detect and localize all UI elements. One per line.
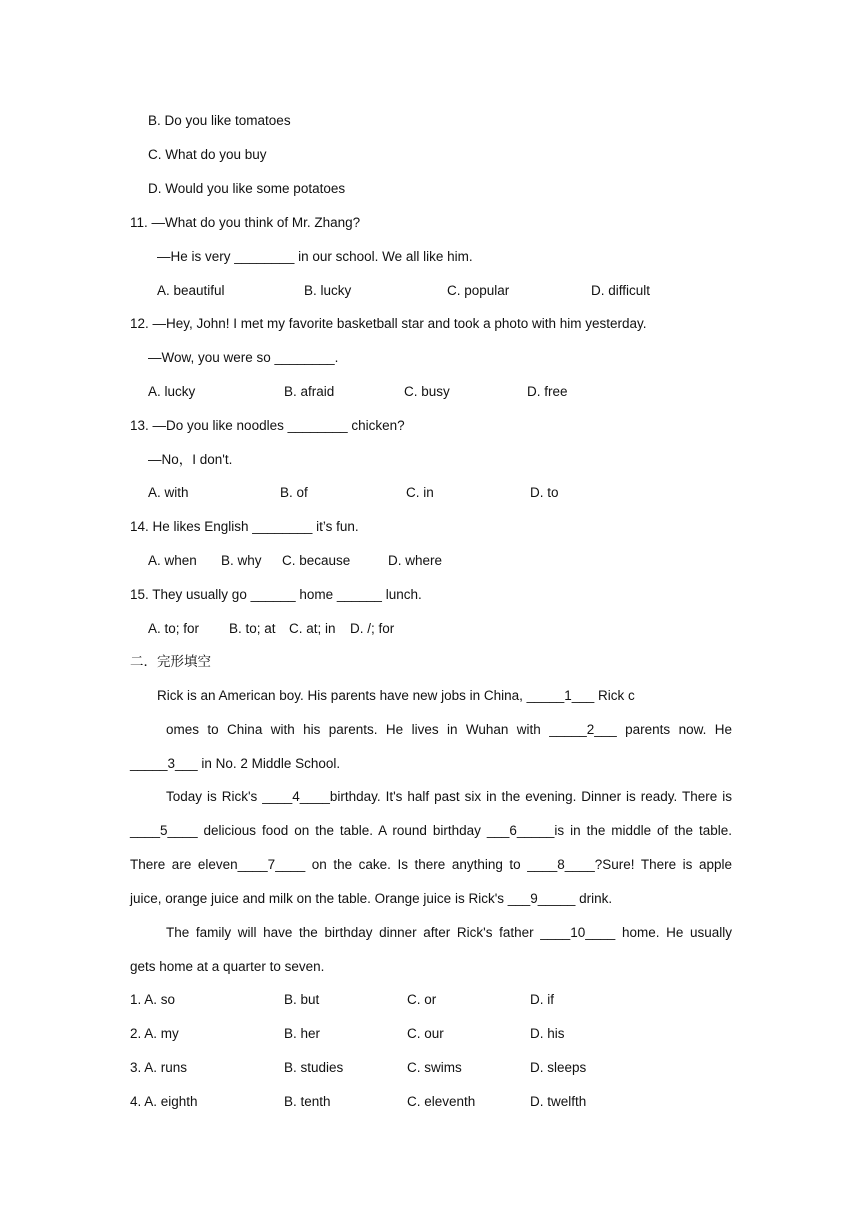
q12-option-c: C. busy: [404, 384, 450, 399]
q13-question: 13. —Do you like noodles ________ chicken?: [130, 418, 405, 433]
cloze-1-option-b: B. but: [284, 992, 320, 1007]
cloze-4-option-d: D. twelfth: [530, 1094, 587, 1109]
q10-option-c: C. What do you buy: [148, 147, 267, 162]
passage-line: juice, orange juice and milk on the table. Orange juice is Rick's ___9_____ drink.: [130, 891, 613, 906]
cloze-1-option-d: D. if: [530, 992, 555, 1007]
cloze-3-option-d: D. sleeps: [530, 1060, 587, 1075]
q10-option-b: B. Do you like tomatoes: [148, 113, 291, 128]
q15-option-c: C. at; in: [289, 621, 336, 636]
q12-option-a: A. lucky: [148, 384, 196, 399]
passage-line: The family will have the birthday dinner after Rick's father ____10____ home. He usually: [166, 925, 732, 940]
cloze-2-option-c: C. our: [407, 1026, 444, 1041]
cloze-3-option-c: C. swims: [407, 1060, 462, 1075]
q12-question: 12. —Hey, John! I met my favorite basketball star and took a photo with him yesterday.: [130, 316, 647, 331]
q14-option-d: D. where: [388, 553, 443, 568]
cloze-2-option-a: 2. A. my: [130, 1026, 179, 1041]
q11-option-d: D. difficult: [591, 283, 651, 298]
q13-reply: —No，I don't.: [148, 452, 233, 467]
passage-line: Rick is an American boy. His parents have new jobs in China, _____1___ Rick c: [157, 688, 635, 703]
q13-option-c: C. in: [406, 485, 434, 500]
cloze-1-option-a: 1. A. so: [130, 992, 176, 1007]
q12-reply: —Wow, you were so ________.: [148, 350, 339, 365]
q14-option-a: A. when: [148, 553, 197, 568]
cloze-1-option-c: C. or: [407, 992, 437, 1007]
q14-option-c: C. because: [282, 553, 351, 568]
q11-option-c: C. popular: [447, 283, 510, 298]
q14-option-b: B. why: [221, 553, 262, 568]
passage-line: Today is Rick's ____4____birthday. It's half past six in the evening. Dinner is ready. There is: [166, 789, 732, 804]
passage-line: gets home at a quarter to seven.: [130, 959, 325, 974]
cloze-3-option-b: B. studies: [284, 1060, 344, 1075]
cloze-3-option-a: 3. A. runs: [130, 1060, 188, 1075]
cloze-4-option-c: C. eleventh: [407, 1094, 476, 1109]
q11-option-a: A. beautiful: [157, 283, 225, 298]
section-title-cloze: 二．完形填空: [130, 654, 211, 670]
passage-line: There are eleven____7____ on the cake. Is there anything to ____8____?Sure! There is apple: [130, 857, 732, 872]
q14-question: 14. He likes English ________ it’s fun.: [130, 519, 359, 534]
cloze-2-option-d: D. his: [530, 1026, 565, 1041]
passage-line: omes to China with his parents. He lives in Wuhan with _____2___ parents now. He: [166, 722, 732, 737]
q12-option-d: D. free: [527, 384, 568, 399]
q10-option-d: D. Would you like some potatoes: [148, 181, 346, 196]
q12-option-b: B. afraid: [284, 384, 335, 399]
q13-option-a: A. with: [148, 485, 189, 500]
cloze-4-option-b: B. tenth: [284, 1094, 331, 1109]
cloze-4-option-a: 4. A. eighth: [130, 1094, 198, 1109]
cloze-2-option-b: B. her: [284, 1026, 321, 1041]
q15-option-d: D. /; for: [350, 621, 395, 636]
passage-line: _____3___ in No. 2 Middle School.: [130, 756, 341, 771]
q15-question: 15. They usually go ______ home ______ lunch.: [130, 587, 422, 602]
q15-option-a: A. to; for: [148, 621, 200, 636]
q11-question: 11. —What do you think of Mr. Zhang?: [130, 215, 361, 230]
q13-option-b: B. of: [280, 485, 308, 500]
passage-line: ____5____ delicious food on the table. A round birthday ___6_____is in the middle of the table.: [130, 823, 732, 838]
q15-option-b: B. to; at: [229, 621, 276, 636]
q11-reply: —He is very ________ in our school. We all like him.: [157, 249, 473, 264]
q11-option-b: B. lucky: [304, 283, 352, 298]
q13-option-d: D. to: [530, 485, 559, 500]
